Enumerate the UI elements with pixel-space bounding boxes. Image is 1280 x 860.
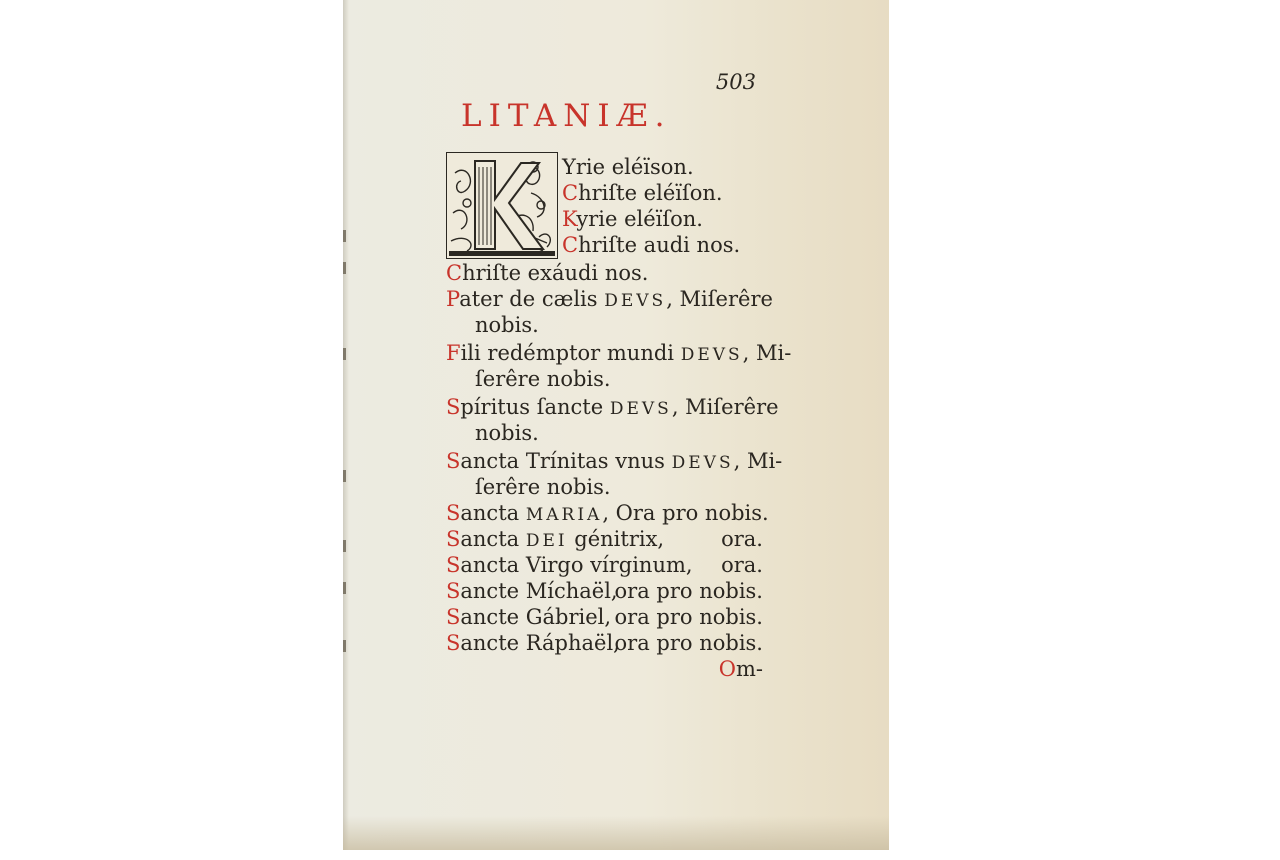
catchword (719, 656, 763, 682)
line-text: nobis. (475, 313, 539, 337)
line-text: ancte Ráphaël, (460, 631, 620, 655)
red-initial: C (562, 181, 579, 205)
line-text: ili redémptor mundi (460, 341, 675, 365)
red-initial: S (446, 449, 461, 473)
gutter-marks (343, 0, 353, 850)
running-title: LITANIÆ. (461, 98, 672, 134)
decorated-initial-k (446, 152, 558, 259)
litany-line (446, 604, 611, 630)
line-text: Yrie eléïson. (562, 155, 694, 179)
litany-line (446, 578, 618, 604)
line-text: ancta Trínitas vnus (460, 449, 665, 473)
red-initial: C (562, 233, 579, 257)
line-text: yrie eléïſon. (576, 207, 703, 231)
red-initial: S (446, 527, 461, 551)
small-caps-word: DEVS (671, 453, 734, 473)
line-tail: , Ora pro nobis. (602, 501, 769, 525)
litany-line (446, 394, 779, 422)
red-initial: O (718, 657, 736, 681)
red-initial: S (446, 605, 461, 629)
litany-line (446, 260, 648, 286)
line-text: hriſte eléïſon. (578, 181, 723, 205)
litany-line (475, 474, 611, 500)
red-initial: S (446, 631, 461, 655)
catchword-text: m- (735, 657, 763, 681)
line-text: ancte Míchaël, (460, 579, 618, 603)
small-caps-word: MARIA (525, 505, 603, 525)
response-text: ora. (721, 553, 763, 577)
line-text: ſerêre nobis. (475, 475, 611, 499)
litany-line (446, 286, 773, 314)
line-text: hriſte audi nos. (578, 233, 741, 257)
litany-line (562, 154, 694, 180)
litany-line (446, 552, 693, 578)
red-initial: C (446, 261, 463, 285)
line-text: ancta Virgo vírginum, (460, 553, 693, 577)
response-text: ora pro nobis. (614, 605, 763, 629)
book-page (343, 0, 889, 850)
line-text: hriſte exáudi nos. (462, 261, 649, 285)
litany-line (562, 180, 723, 206)
line-tail: génitrix, (567, 527, 665, 551)
litany-line (446, 630, 620, 656)
floral-initial-illustration (447, 153, 557, 258)
litany-line (446, 340, 791, 368)
litany-line (562, 232, 740, 258)
red-initial: S (446, 579, 461, 603)
response-text: ora pro nobis. (614, 579, 763, 603)
line-text: píritus ſancte (460, 395, 604, 419)
red-initial: S (446, 395, 461, 419)
litany-line (475, 420, 539, 446)
small-caps-word: DEI (525, 531, 568, 551)
response-text: ora pro nobis. (614, 631, 763, 655)
line-tail: , Miſerêre (671, 395, 779, 419)
red-initial: P (446, 287, 460, 311)
litany-line (446, 448, 782, 476)
litany-line (446, 500, 769, 528)
page-number: 503 (715, 70, 756, 94)
red-initial: K (562, 207, 577, 231)
line-text: ater de cælis (459, 287, 598, 311)
litany-line (475, 366, 611, 392)
line-text: ancta (460, 501, 520, 525)
response-text: ora. (721, 527, 763, 551)
red-initial: F (446, 341, 461, 365)
line-text: nobis. (475, 421, 539, 445)
line-tail: , Miſerêre (666, 287, 773, 311)
line-text: ſerêre nobis. (475, 367, 611, 391)
litany-line (562, 206, 703, 232)
small-caps-word: DEVS (680, 345, 743, 365)
small-caps-word: DEVS (609, 399, 672, 419)
red-initial: S (446, 501, 461, 525)
line-text: ancte Gábriel, (460, 605, 612, 629)
line-tail: , Mi- (742, 341, 792, 365)
line-text: ancta (460, 527, 520, 551)
litany-line (475, 312, 539, 338)
line-tail: , Mi- (733, 449, 783, 473)
small-caps-word: DEVS (604, 291, 667, 311)
red-initial: S (446, 553, 461, 577)
litany-line (446, 526, 664, 554)
